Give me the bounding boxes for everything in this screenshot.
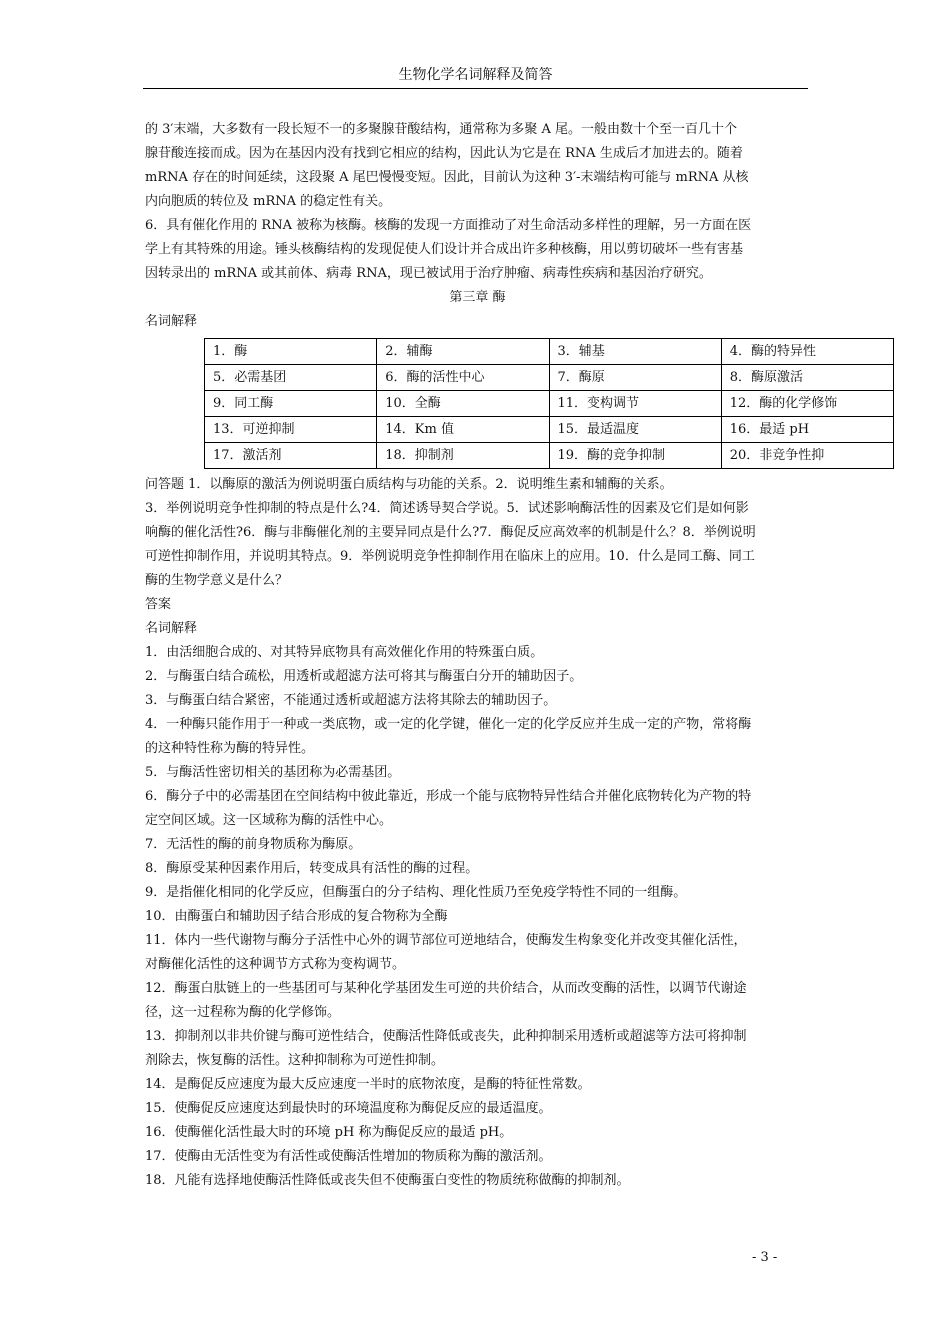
- table-cell: 20．非竞争性抑: [721, 443, 893, 469]
- text-line: 响酶的催化活性?6．酶与非酶催化剂的主要异同点是什么?7．酶促反应高效率的机制是什么？8．举例说明: [145, 525, 756, 540]
- text-line: mRNA 存在的时间延续，这段聚 A 尾巴慢慢变短。因此，目前认为这种 3′-末端结构可能与 mRNA 从核: [145, 170, 749, 185]
- text-line: 15．使酶促反应速度达到最快时的环境温度称为酶促反应的最适温度。: [145, 1101, 552, 1116]
- text-line: 问答题 1．以酶原的激活为例说明蛋白质结构与功能的关系。2．说明维生素和辅酶的关系。: [145, 477, 673, 492]
- page-content: [145, 118, 838, 1193]
- table-cell: 7．酶原: [549, 365, 721, 391]
- text-line: 5．与酶活性密切相关的基团称为必需基团。: [145, 765, 401, 780]
- table-cell: 4．酶的特异性: [721, 339, 893, 365]
- text-line: 9．是指催化相同的化学反应，但酶蛋白的分子结构、理化性质乃至免疫学特性不同的一组酶。: [145, 885, 687, 900]
- table-row: [205, 443, 894, 469]
- text-line: 14．是酶促反应速度为最大反应速度一半时的底物浓度，是酶的特征性常数。: [145, 1077, 591, 1092]
- text-line: 8．酶原受某种因素作用后，转变成具有活性的酶的过程。: [145, 861, 479, 876]
- table-cell: 9．同工酶: [205, 391, 377, 417]
- table-cell: 15．最适温度: [549, 417, 721, 443]
- table-cell: 12．酶的化学修饰: [721, 391, 893, 417]
- text-line: 10．由酶蛋白和辅助因子结合形成的复合物称为全酶: [145, 909, 448, 924]
- table-row: [205, 339, 894, 365]
- text-line: 17．使酶由无活性变为有活性或使酶活性增加的物质称为酶的激活剂。: [145, 1149, 552, 1164]
- text-line: 的 3′末端，大多数有一段长短不一的多聚腺苷酸结构，通常称为多聚 A 尾。一般由数十个至一百几十个: [145, 122, 738, 137]
- page-header-title: 生物化学名词解释及简答: [398, 67, 553, 83]
- text-line: 定空间区域。这一区域称为酶的活性中心。: [145, 813, 393, 828]
- table-cell: 17．激活剂: [205, 443, 377, 469]
- text-line: 因转录出的 mRNA 或其前体、病毒 RNA，现已被试用于治疗肿瘤、病毒性疾病和基因治疗研究。: [145, 266, 712, 281]
- text-line: 13．抑制剂以非共价键与酶可逆性结合，使酶活性降低或丧失，此种抑制采用透析或超滤等方法可将抑制: [145, 1029, 747, 1044]
- answers-label: 答案: [145, 597, 172, 612]
- text-line: 7．无活性的酶的前身物质称为酶原。: [145, 837, 362, 852]
- answers-terms-label: 名词解释: [145, 621, 198, 636]
- text-line: 4．一种酶只能作用于一种或一类底物，或一定的化学键，催化一定的化学反应并生成一定的产物，常将酶: [145, 717, 752, 732]
- text-line: 18．凡能有选择地使酶活性降低或丧失但不使酶蛋白变性的物质统称做酶的抑制剂。: [145, 1173, 630, 1188]
- text-line: 6．酶分子中的必需基团在空间结构中彼此靠近，形成一个能与底物特异性结合并催化底物转化为产物的特: [145, 789, 752, 804]
- text-line: 1．由活细胞合成的、对其特异底物具有高效催化作用的特殊蛋白质。: [145, 645, 544, 660]
- questions-section: [145, 473, 810, 593]
- table-cell: 10．全酶: [377, 391, 549, 417]
- text-line: 酶的生物学意义是什么？: [145, 573, 289, 588]
- table-row: [205, 391, 894, 417]
- terms-table: [204, 338, 894, 469]
- table-cell: 1．酶: [205, 339, 377, 365]
- text-line: 的这种特性称为酶的特异性。: [145, 741, 315, 756]
- intro-paragraph: [145, 118, 810, 286]
- table-cell: 16．最适 pH: [721, 417, 893, 443]
- table-cell: 14．Km 值: [377, 417, 549, 443]
- text-line: 2．与酶蛋白结合疏松，用透析或超滤方法可将其与酶蛋白分开的辅助因子。: [145, 669, 583, 684]
- page-number: - 3 -: [752, 1250, 778, 1265]
- chapter-title: 第三章 酶: [449, 290, 506, 305]
- text-line: 6．具有催化作用的 RNA 被称为核酶。核酶的发现一方面推动了对生命活动多样性的理解，另一方面在医: [145, 218, 752, 233]
- text-line: 可逆性抑制作用，并说明其特点。9．举例说明竞争性抑制作用在临床上的应用。10．什么是同工酶、同工: [145, 549, 755, 564]
- terms-label: 名词解释: [145, 314, 198, 329]
- text-line: 内向胞质的转位及 mRNA 的稳定性有关。: [145, 194, 392, 209]
- answers-section: [145, 641, 810, 1193]
- text-line: 3．举例说明竞争性抑制的特点是什么?4．简述诱导契合学说。5．试述影响酶活性的因素及它们是如何影: [145, 501, 749, 516]
- table-cell: 2．辅酶: [377, 339, 549, 365]
- header-divider: [143, 88, 808, 89]
- text-line: 3．与酶蛋白结合紧密，不能通过透析或超滤方法将其除去的辅助因子。: [145, 693, 557, 708]
- text-line: 对酶催化活性的这种调节方式称为变构调节。: [145, 957, 406, 972]
- table-row: [205, 417, 894, 443]
- table-cell: 19．酶的竞争抑制: [549, 443, 721, 469]
- table-cell: 13．可逆抑制: [205, 417, 377, 443]
- text-line: 腺苷酸连接而成。因为在基因内没有找到它相应的结构，因此认为它是在 RNA 生成后才加进去的。随着: [145, 146, 743, 161]
- table-row: [205, 365, 894, 391]
- text-line: 学上有其特殊的用途。锤头核酶结构的发现促使人们设计并合成出许多种核酶，用以剪切破坏一些有害基: [145, 242, 744, 257]
- table-cell: 6．酶的活性中心: [377, 365, 549, 391]
- table-cell: 18．抑制剂: [377, 443, 549, 469]
- table-cell: 3．辅基: [549, 339, 721, 365]
- text-line: 11．体内一些代谢物与酶分子活性中心外的调节部位可逆地结合，使酶发生构象变化并改变其催化活性，: [145, 933, 747, 948]
- table-cell: 11．变构调节: [549, 391, 721, 417]
- text-line: 16．使酶催化活性最大时的环境 pH 称为酶促反应的最适 pH。: [145, 1125, 513, 1140]
- text-line: 12．酶蛋白肽链上的一些基团可与某种化学基团发生可逆的共价结合，从而改变酶的活性，以调节代谢途: [145, 981, 747, 996]
- table-cell: 5．必需基团: [205, 365, 377, 391]
- table-cell: 8．酶原激活: [721, 365, 893, 391]
- text-line: 剂除去，恢复酶的活性。这种抑制称为可逆性抑制。: [145, 1053, 445, 1068]
- text-line: 径，这一过程称为酶的化学修饰。: [145, 1005, 341, 1020]
